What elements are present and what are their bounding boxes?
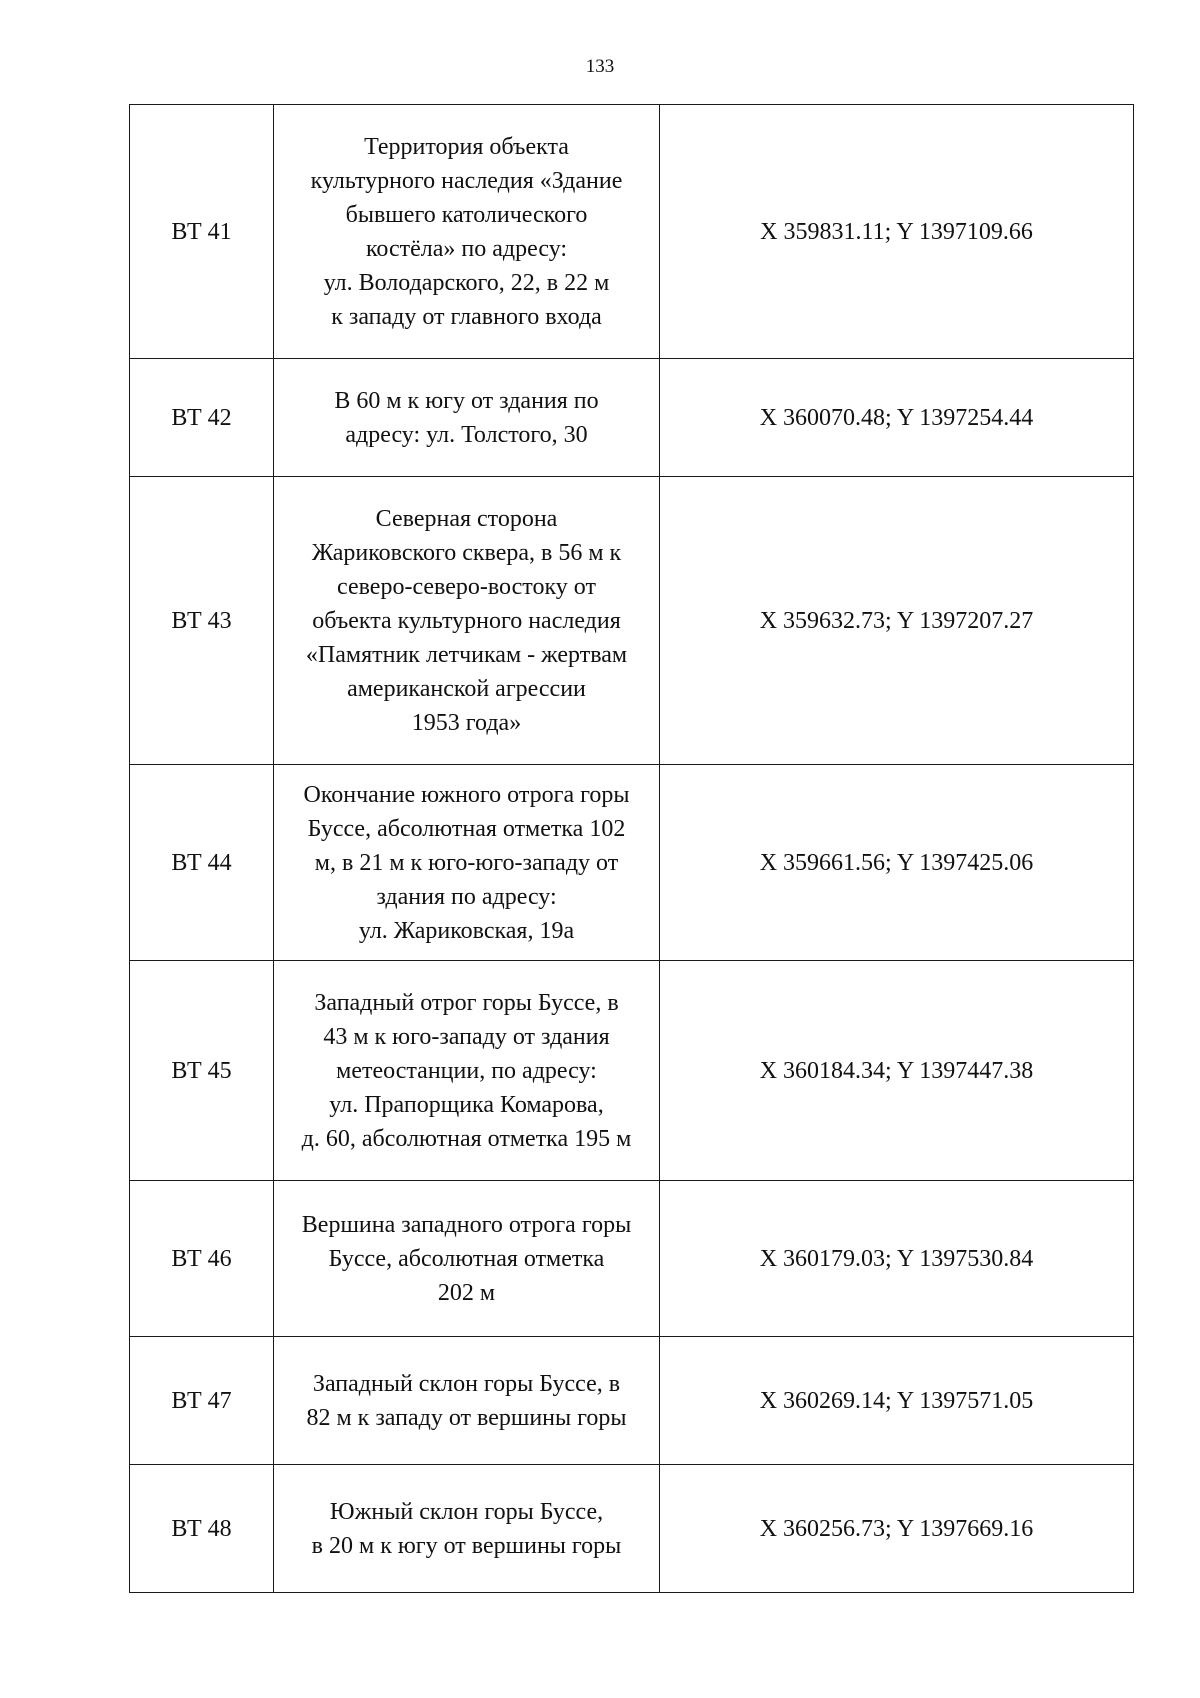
point-description: Территория объекта культурного наследия «Здание бывшего католического костёла» по адресу: ул. Володарского, 22, в 22 м к западу от главного входа bbox=[274, 105, 660, 359]
point-id: ВТ 48 bbox=[130, 1465, 274, 1593]
table-row bbox=[130, 1337, 1134, 1465]
point-description: Южный склон горы Буссе, в 20 м к югу от вершины горы bbox=[274, 1465, 660, 1593]
point-id: ВТ 47 bbox=[130, 1337, 274, 1465]
point-id: ВТ 46 bbox=[130, 1181, 274, 1337]
table-row bbox=[130, 359, 1134, 477]
table-row bbox=[130, 105, 1134, 359]
table-row bbox=[130, 1181, 1134, 1337]
point-description: Окончание южного отрога горы Буссе, абсолютная отметка 102 м, в 21 м к юго-юго-западу от здания по адресу: ул. Жариковская, 19а bbox=[274, 765, 660, 961]
point-coordinates: X 360070.48; Y 1397254.44 bbox=[660, 359, 1134, 477]
point-coordinates: X 360179.03; Y 1397530.84 bbox=[660, 1181, 1134, 1337]
point-coordinates: X 359632.73; Y 1397207.27 bbox=[660, 477, 1134, 765]
point-description: Вершина западного отрога горы Буссе, абсолютная отметка 202 м bbox=[274, 1181, 660, 1337]
table-row bbox=[130, 477, 1134, 765]
point-description: В 60 м к югу от здания по адресу: ул. Толстого, 30 bbox=[274, 359, 660, 477]
table-row bbox=[130, 961, 1134, 1181]
point-id: ВТ 43 bbox=[130, 477, 274, 765]
point-id: ВТ 45 bbox=[130, 961, 274, 1181]
point-description: Северная сторона Жариковского сквера, в 56 м к северо-северо-востоку от объекта культурного наследия «Памятник летчикам - жертвам американской агрессии 1953 года» bbox=[274, 477, 660, 765]
point-coordinates: X 359831.11; Y 1397109.66 bbox=[660, 105, 1134, 359]
point-description: Западный отрог горы Буссе, в 43 м к юго-западу от здания метеостанции, по адресу: ул. Прапорщика Комарова, д. 60, абсолютная отметка 195 м bbox=[274, 961, 660, 1181]
point-id: ВТ 41 bbox=[130, 105, 274, 359]
page-number: 133 bbox=[585, 56, 615, 77]
table-row bbox=[130, 765, 1134, 961]
point-description: Западный склон горы Буссе, в 82 м к западу от вершины горы bbox=[274, 1337, 660, 1465]
point-id: ВТ 44 bbox=[130, 765, 274, 961]
point-id: ВТ 42 bbox=[130, 359, 274, 477]
point-coordinates: X 359661.56; Y 1397425.06 bbox=[660, 765, 1134, 961]
point-coordinates: X 360269.14; Y 1397571.05 bbox=[660, 1337, 1134, 1465]
point-coordinates: X 360256.73; Y 1397669.16 bbox=[660, 1465, 1134, 1593]
point-coordinates: X 360184.34; Y 1397447.38 bbox=[660, 961, 1134, 1181]
viewpoints-table bbox=[129, 104, 1134, 1593]
table-row bbox=[130, 1465, 1134, 1593]
